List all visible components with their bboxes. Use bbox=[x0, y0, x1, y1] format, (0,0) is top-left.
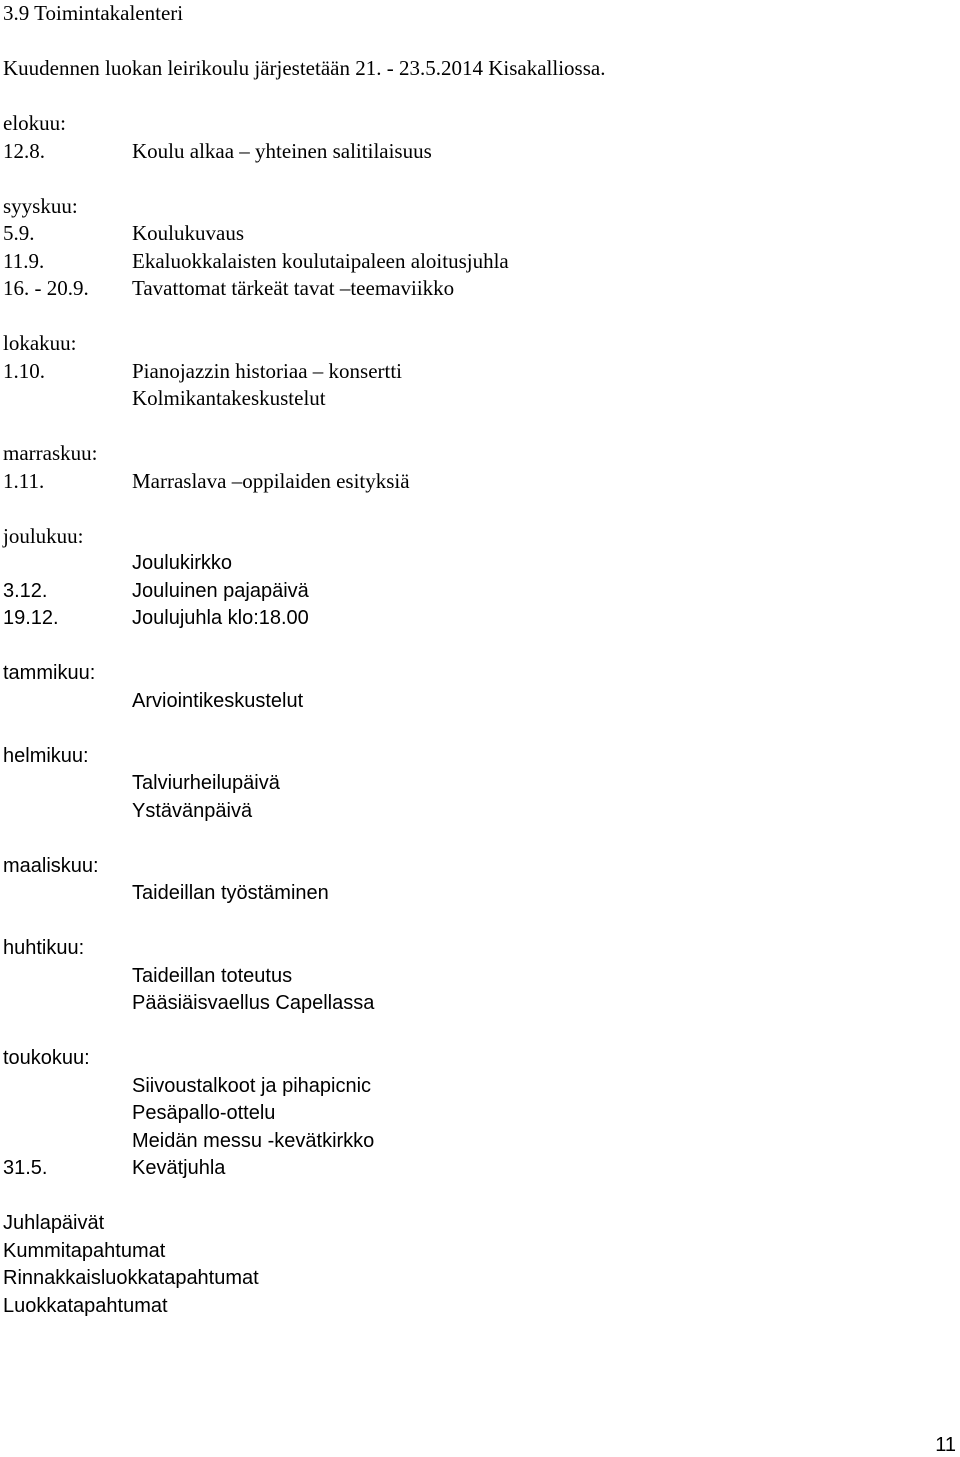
spacer bbox=[3, 165, 953, 193]
month-heading-tammikuu: tammikuu: bbox=[3, 662, 96, 684]
month-heading-joulukuu: joulukuu: bbox=[3, 523, 84, 548]
event-text: Joulukirkko bbox=[132, 552, 233, 574]
month-heading-lokakuu: lokakuu: bbox=[3, 331, 77, 355]
event-date: 1.10. bbox=[3, 358, 45, 383]
page-title: 3.9 Toimintakalenteri bbox=[3, 1, 184, 25]
month-heading-marraskuu: marraskuu: bbox=[3, 441, 98, 465]
event-row bbox=[3, 1155, 953, 1183]
event-row bbox=[3, 248, 953, 276]
event-row bbox=[3, 385, 953, 413]
event-text: Siivoustalkoot ja pihapicnic bbox=[132, 1074, 372, 1097]
event-text: Koulu alkaa – yhteinen salitilaisuus bbox=[132, 138, 432, 163]
event-row bbox=[3, 990, 953, 1018]
event-row bbox=[3, 798, 953, 826]
event-date bbox=[3, 1100, 132, 1128]
event-text: Tavattomat tärkeät tavat –teemaviikko bbox=[132, 276, 455, 300]
event-row bbox=[3, 688, 953, 716]
event-text: Kolmikantakeskustelut bbox=[132, 386, 326, 410]
event-text: Talviurheilupäivä bbox=[132, 772, 280, 794]
event-row bbox=[3, 770, 953, 798]
event-text: Ystävänpäivä bbox=[132, 799, 253, 822]
event-text: Taideillan toteutus bbox=[132, 964, 293, 987]
intro-text: Kuudennen luokan leirikoulu järjestetään 21. - 23.5.2014 Kisakalliossa. bbox=[3, 56, 606, 80]
spacer bbox=[3, 908, 953, 936]
spacer bbox=[3, 825, 953, 853]
event-row bbox=[3, 1073, 953, 1101]
event-date bbox=[3, 880, 132, 908]
legend-item: Rinnakkaisluokkatapahtumat bbox=[3, 1267, 259, 1289]
event-date: 11.9. bbox=[3, 248, 45, 273]
event-date bbox=[3, 550, 132, 578]
event-row bbox=[3, 138, 953, 166]
event-text: Jouluinen pajapäivä bbox=[132, 579, 309, 602]
spacer bbox=[3, 1183, 953, 1211]
event-row bbox=[3, 605, 953, 633]
event-date: 5.9. bbox=[3, 221, 35, 245]
event-text: Pääsiäisvaellus Capellassa bbox=[132, 992, 375, 1014]
event-text: Marraslava –oppilaiden esityksiä bbox=[132, 468, 410, 493]
legend-item: Juhlapäivät bbox=[3, 1212, 105, 1234]
legend-item: Kummitapahtumat bbox=[3, 1239, 166, 1262]
event-text: Kevätjuhla bbox=[132, 1157, 226, 1179]
event-row bbox=[3, 358, 953, 386]
spacer bbox=[3, 83, 953, 111]
event-row bbox=[3, 880, 953, 908]
event-date bbox=[3, 798, 132, 826]
event-date bbox=[3, 1128, 132, 1156]
event-text: Pesäpallo-ottelu bbox=[132, 1102, 276, 1124]
event-row bbox=[3, 550, 953, 578]
event-row bbox=[3, 963, 953, 991]
page-number: 11 bbox=[935, 1434, 956, 1456]
event-text: Ekaluokkalaisten koulutaipaleen aloitusjuhla bbox=[132, 248, 509, 273]
spacer bbox=[3, 715, 953, 743]
month-heading-maaliskuu: maaliskuu: bbox=[3, 854, 99, 877]
event-text: Pianojazzin historiaa – konsertti bbox=[132, 358, 403, 383]
event-date bbox=[3, 990, 132, 1018]
spacer bbox=[3, 1018, 953, 1046]
event-date: 1.11. bbox=[3, 468, 45, 493]
legend-item: Luokkatapahtumat bbox=[3, 1294, 168, 1317]
event-date: 3.12. bbox=[3, 579, 48, 602]
event-text: Meidän messu -kevätkirkko bbox=[132, 1129, 375, 1152]
event-text: Taideillan työstäminen bbox=[132, 882, 329, 904]
event-row bbox=[3, 1128, 953, 1156]
event-date bbox=[3, 385, 132, 413]
event-text: Koulukuvaus bbox=[132, 221, 244, 245]
month-heading-helmikuu: helmikuu: bbox=[3, 744, 89, 767]
spacer bbox=[3, 495, 953, 523]
spacer bbox=[3, 28, 953, 56]
event-text: Joulujuhla klo:18.00 bbox=[132, 607, 309, 629]
spacer bbox=[3, 633, 953, 661]
spacer bbox=[3, 303, 953, 331]
event-date: 12.8. bbox=[3, 138, 45, 163]
event-row bbox=[3, 220, 953, 248]
month-heading-toukokuu: toukokuu: bbox=[3, 1047, 90, 1069]
event-date: 31.5. bbox=[3, 1157, 48, 1179]
month-heading-elokuu: elokuu: bbox=[3, 111, 66, 135]
event-row bbox=[3, 1100, 953, 1128]
event-date: 16. - 20.9. bbox=[3, 276, 89, 300]
event-date bbox=[3, 1073, 132, 1101]
event-date bbox=[3, 770, 132, 798]
spacer bbox=[3, 413, 953, 441]
event-row bbox=[3, 468, 953, 496]
event-text: Arviointikeskustelut bbox=[132, 689, 304, 712]
month-heading-huhtikuu: huhtikuu: bbox=[3, 937, 85, 959]
event-date bbox=[3, 688, 132, 716]
event-row bbox=[3, 578, 953, 606]
event-date bbox=[3, 963, 132, 991]
calendar-page bbox=[3, 0, 953, 1320]
month-heading-syyskuu: syyskuu: bbox=[3, 193, 78, 218]
event-row bbox=[3, 275, 953, 303]
event-date: 19.12. bbox=[3, 607, 59, 629]
